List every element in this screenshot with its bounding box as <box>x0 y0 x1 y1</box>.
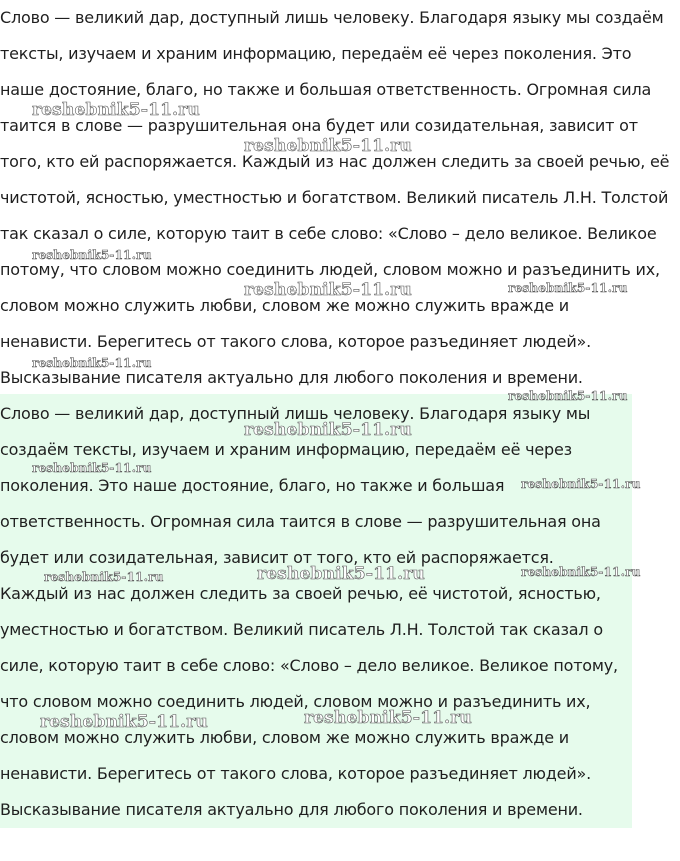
text-line: того, кто ей распоряжается. Каждый из нас должен следить за своей речью, её <box>0 152 670 171</box>
watermark: reshebnik5-11.ru <box>32 461 152 475</box>
text-line: Высказывание писателя актуально для любого поколения и времени. <box>0 368 583 387</box>
text-line: Слово — великий дар, доступный лишь человеку. Благодаря языку мы создаём <box>0 8 664 27</box>
watermark: reshebnik5-11.ru <box>44 570 164 584</box>
text-line: что словом можно соединить людей, словом можно и разъединить их, <box>0 692 591 711</box>
watermark: reshebnik5-11.ru <box>40 712 208 732</box>
text-line: тексты, изучаем и храним информацию, передаём её через поколения. Это <box>0 44 632 63</box>
text-line: ненависти. Берегитесь от такого слова, которое разъединяет людей». <box>0 332 591 351</box>
text-line: силе, которую таит в себе слово: «Слово – дело великое. Великое потому, <box>0 656 618 675</box>
text-line: уместностью и богатством. Великий писатель Л.Н. Толстой так сказал о <box>0 620 603 639</box>
text-line: словом можно служить любви, словом же можно служить вражде и <box>0 728 569 747</box>
watermark: reshebnik5-11.ru <box>508 281 628 295</box>
text-line: Каждый из нас должен следить за своей речью, её чистотой, ясностью, <box>0 584 601 603</box>
watermark: reshebnik5-11.ru <box>521 565 641 579</box>
text-line: создаём тексты, изучаем и храним информацию, передаём её через <box>0 440 572 459</box>
watermark: reshebnik5-11.ru <box>521 477 641 491</box>
watermark: reshebnik5-11.ru <box>244 280 412 300</box>
watermark: reshebnik5-11.ru <box>32 100 200 120</box>
watermark: reshebnik5-11.ru <box>244 420 412 440</box>
text-line: ненависти. Берегитесь от такого слова, которое разъединяет людей». <box>0 764 591 783</box>
text-line: словом можно служить любви, словом же можно служить вражде и <box>0 296 569 315</box>
watermark: reshebnik5-11.ru <box>32 356 152 370</box>
text-line: чистотой, ясностью, уместностью и богатством. Великий писатель Л.Н. Толстой <box>0 188 669 207</box>
text-line: поколения. Это наше достояние, благо, но также и большая <box>0 476 505 495</box>
text-line: Слово — великий дар, доступный лишь человеку. Благодаря языку мы <box>0 404 591 423</box>
text-line: так сказал о силе, которую таит в себе слово: «Слово – дело великое. Великое <box>0 224 657 243</box>
text-line: наше достояние, благо, но также и большая ответственность. Огромная сила <box>0 80 652 99</box>
watermark: reshebnik5-11.ru <box>508 389 628 403</box>
watermark: reshebnik5-11.ru <box>32 248 152 262</box>
text-line: таится в слове — разрушительная она будет или созидательная, зависит от <box>0 116 638 135</box>
text-line: ответственность. Огромная сила таится в слове — разрушительная она <box>0 512 601 531</box>
watermark: reshebnik5-11.ru <box>304 708 472 728</box>
text-line: потому, что словом можно соединить людей, словом можно и разъединить их, <box>0 260 660 279</box>
text-line: Высказывание писателя актуально для любого поколения и времени. <box>0 800 583 819</box>
text-line: будет или созидательная, зависит от того, кто ей распоряжается. <box>0 548 554 567</box>
watermark: reshebnik5-11.ru <box>257 564 425 584</box>
watermark: reshebnik5-11.ru <box>244 136 412 156</box>
